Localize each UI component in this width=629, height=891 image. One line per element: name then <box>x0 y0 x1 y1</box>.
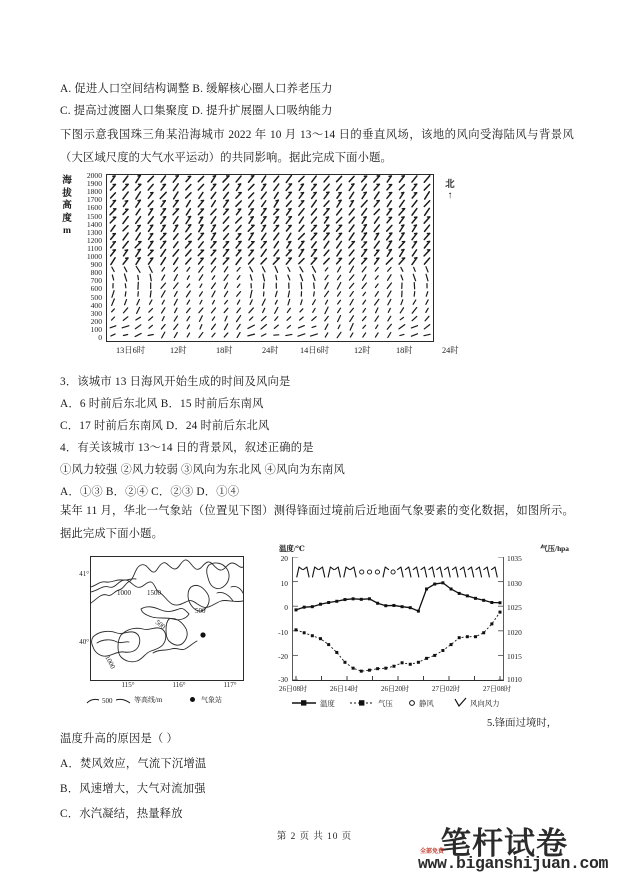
map-legend <box>86 693 256 709</box>
wind-plot-area <box>106 174 434 342</box>
svg-text:1000: 1000 <box>117 589 131 597</box>
map-lat-40: 40° <box>79 638 89 646</box>
map-lon-117: 117° <box>223 681 237 689</box>
wind-xtick-4: 14日6时 <box>300 346 330 355</box>
meteo-ytick-r-1010: 1010 <box>507 675 522 684</box>
wind-y-ticks: 2000 1900 1800 1700 1600 1500 1400 1300 1200 1100 1000 900 800 700 600 500 400 300 200 100 0 <box>86 171 102 342</box>
question-5-stem-cont: 温度升高的原因是（ ） <box>60 733 178 745</box>
question-5-option-a: A．焚风效应，气流下沉增温 <box>60 758 207 770</box>
wind-barb-field <box>107 175 433 341</box>
meteo-ytick-l-10: 10 <box>280 578 288 588</box>
north-arrow-icon: ↑ <box>447 190 453 201</box>
meteo-xtick-3: 27日02时 <box>432 685 460 693</box>
question-5-option-b: B．风速增大，大气对流加强 <box>60 783 206 795</box>
meteo-ytick-l-20: 20 <box>280 554 288 563</box>
question-4-items: ①风力较强 ②风力较弱 ③风向为东北风 ④风向为东南风 <box>60 464 346 476</box>
meteo-series <box>293 557 503 680</box>
question-5-option-c: C．水汽凝结，热量释放 <box>60 808 183 820</box>
svg-text:500: 500 <box>102 697 113 705</box>
meteo-ytick-r-1015: 1015 <box>507 652 522 662</box>
meteo-legend-calm: 静风 <box>419 699 434 708</box>
map-lon-116: 116° <box>172 681 186 689</box>
figure-meteogram <box>262 543 575 720</box>
passage-1: 下图示意我国珠三角某沿海城市 2022 年 10 月 13～14 日的垂直风场，该地的风向受海陆风与背景风（大区域尺度的大气水平运动）的共同影响。据此完成下面小题。 <box>60 129 574 164</box>
meteo-legend-wind: 风向风力 <box>470 699 500 708</box>
question-4-stem: 4．有关该城市 13～14 日的背景风，叙述正确的是 <box>60 442 314 454</box>
map-lat-41: 41° <box>79 570 89 578</box>
meteo-ytick-r-1020: 1020 <box>507 627 522 637</box>
footer-page-number: 第 2 页 共 10 页 <box>276 832 353 842</box>
contour-line-icon <box>86 694 132 706</box>
meteo-legend-temp: 温度 <box>320 699 335 708</box>
question-5-stem-right: 5.锋面过境时， <box>487 718 558 729</box>
question-4-options: A．①③ B．②④ C．②③ D．①④ <box>60 486 240 498</box>
meteo-ytick-l-m30: -30 <box>278 675 288 684</box>
map-legend-contour-label: 等高线/m <box>134 696 163 704</box>
map-lon-115: 115° <box>121 681 135 689</box>
meteo-ytick-r-1025: 1025 <box>507 603 522 613</box>
meteo-xtick-4: 27日08时 <box>483 685 511 693</box>
wind-xtick-1: 12时 <box>170 346 187 355</box>
figure-vertical-wind-field <box>60 172 460 367</box>
wind-xtick-3: 24时 <box>262 346 279 355</box>
svg-text:500: 500 <box>153 618 167 632</box>
question-3-options-1: A．6 时前后东北风 B．15 时前后东南风 <box>60 398 264 410</box>
map-legend-station-label: 气象站 <box>201 696 222 704</box>
meteo-plot-area <box>292 557 504 681</box>
meteo-legend <box>290 697 540 711</box>
watermark-badge: 全部免费 <box>420 848 445 855</box>
wind-axis-title: 海 拔 高 度 m <box>62 175 72 236</box>
svg-text:1000: 1000 <box>103 654 117 671</box>
question2-options-line1: A. 促进人口空间结构调整 B. 缓解核心圈人口养老压力 <box>60 83 333 95</box>
meteo-ytick-l-m10: -10 <box>278 627 288 637</box>
map-contours <box>91 557 243 680</box>
question-3-options-2: C．17 时前后东南风 D．24 时前后东北风 <box>60 420 270 432</box>
question-3-stem: 3．该城市 13 日海风开始生成的时间及风向是 <box>60 376 291 388</box>
wind-xtick-2: 18时 <box>216 346 233 355</box>
wind-xtick-5: 12时 <box>354 346 371 355</box>
watermark-brand: 笔杆试卷 <box>440 826 568 862</box>
question2-options-line2: C. 提高过渡圈人口集聚度 D. 提升扩展圈人口吸纳能力 <box>60 105 333 117</box>
meteo-xtick-2: 26日20时 <box>381 685 409 693</box>
meteo-ytick-r-1030: 1030 <box>507 578 522 588</box>
passage-2: 某年 11 月，华北一气象站（位置见下图）测得锋面过境前后近地面气象要素的变化数据，如图所示。据此完成下面小题。 <box>60 505 574 540</box>
meteo-ytick-r-1035: 1035 <box>507 554 522 563</box>
watermark <box>418 818 623 884</box>
meteo-ytick-l-m20: -20 <box>278 652 288 662</box>
north-label: 北 <box>445 180 455 190</box>
meteo-ytick-l-0: 0 <box>284 603 288 613</box>
figure-contour-map <box>72 552 254 720</box>
watermark-url: www.biganshijuan.com <box>418 854 609 873</box>
svg-text:500: 500 <box>195 607 206 615</box>
wind-xtick-0: 13日6时 <box>116 346 146 355</box>
north-indicator <box>438 176 462 200</box>
wind-xtick-7: 24时 <box>442 346 459 355</box>
meteo-legend-press: 气压 <box>378 699 393 708</box>
meteo-left-axis-title: 温度/℃ <box>279 544 305 553</box>
weather-station-dot-icon <box>190 697 195 702</box>
map-plot-area <box>90 556 244 681</box>
wind-xtick-6: 18时 <box>396 346 413 355</box>
meteo-xtick-1: 26日14时 <box>330 685 358 693</box>
meteo-right-axis-title: 气压/hpa <box>540 544 569 553</box>
meteo-xtick-0: 26日08时 <box>279 685 307 693</box>
svg-text:1500: 1500 <box>147 589 161 597</box>
